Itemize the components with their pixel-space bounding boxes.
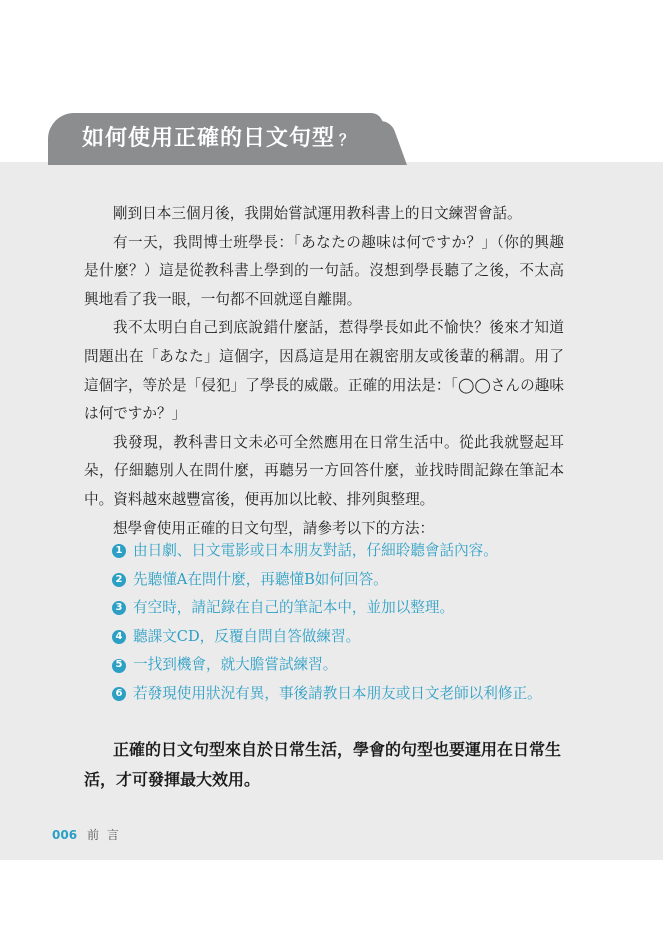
method-item-6 bbox=[112, 680, 572, 709]
number-badge-5: 5 bbox=[112, 659, 126, 673]
paragraph-5: 想學會使用正確的日文句型，請參考以下的方法： bbox=[113, 519, 435, 537]
number-badge-2: 2 bbox=[112, 573, 126, 587]
page-title-text: 如何使用正確的日文句型 bbox=[82, 126, 336, 151]
method-text-4: 聽課文CD，反覆自問自答做練習。 bbox=[133, 627, 361, 645]
page-number: 006 bbox=[52, 828, 78, 842]
section-name: 前 言 bbox=[87, 828, 121, 842]
method-item-5 bbox=[112, 651, 572, 680]
page-title-question-mark: ？ bbox=[339, 131, 356, 149]
body-text bbox=[84, 200, 564, 543]
method-list bbox=[112, 537, 572, 709]
method-text-2: 先聽懂A在問什麼，再聽懂B如何回答。 bbox=[133, 570, 388, 588]
method-text-6: 若發現使用狀況有異，事後請教日本朋友或日文老師以利修正。 bbox=[133, 684, 542, 702]
method-item-2 bbox=[112, 566, 572, 595]
paragraph-3: 我不太明白自己到底說錯什麼話，惹得學長如此不愉快？後來才知道問題出在「あなた」這個字，因爲這是用在親密朋友或後輩的稱謂。用了這個字，等於是「侵犯」了學長的威嚴。正確的用法是：「◯◯さんの趣味は何ですか？」 bbox=[84, 319, 564, 423]
number-badge-4: 4 bbox=[112, 630, 126, 644]
paragraph-1: 剛到日本三個月後，我開始嘗試運用教科書上的日文練習會話。 bbox=[113, 205, 522, 222]
method-text-1: 由日劇、日文電影或日本朋友對話，仔細聆聽會話內容。 bbox=[133, 542, 498, 559]
conclusion-text: 正確的日文句型來自於日常生活，學會的句型也要運用在日常生活，才可發揮最大效用。 bbox=[84, 740, 562, 789]
conclusion bbox=[84, 735, 564, 795]
method-item-3 bbox=[112, 594, 572, 623]
number-badge-6: 6 bbox=[112, 687, 126, 701]
number-badge-1: 1 bbox=[112, 544, 126, 558]
page-title bbox=[82, 121, 355, 152]
method-text-5: 一找到機會，就大膽嘗試練習。 bbox=[133, 656, 338, 674]
paragraph-4: 我發現，教科書日文未必可全然應用在日常生活中。從此我就豎起耳朵，仔細聽別人在問什麼，再聽另一方回答什麼，並找時間記錄在筆記本中。資料越來越豐富後，便再加以比較、排列與整理。 bbox=[84, 433, 564, 508]
method-text-3: 有空時，請記錄在自己的筆記本中，並加以整理。 bbox=[133, 599, 455, 617]
number-badge-3: 3 bbox=[112, 601, 126, 615]
method-item-1 bbox=[112, 537, 572, 566]
method-item-4 bbox=[112, 623, 572, 652]
paragraph-2: 有一天，我問博士班學長：「あなたの趣味は何ですか？」（你的興趣是什麼？）這是從教科書上學到的一句話。沒想到學長聽了之後，不太高興地看了我一眼，一句都不回就逕自離開。 bbox=[84, 233, 564, 308]
page-footer bbox=[52, 826, 121, 843]
